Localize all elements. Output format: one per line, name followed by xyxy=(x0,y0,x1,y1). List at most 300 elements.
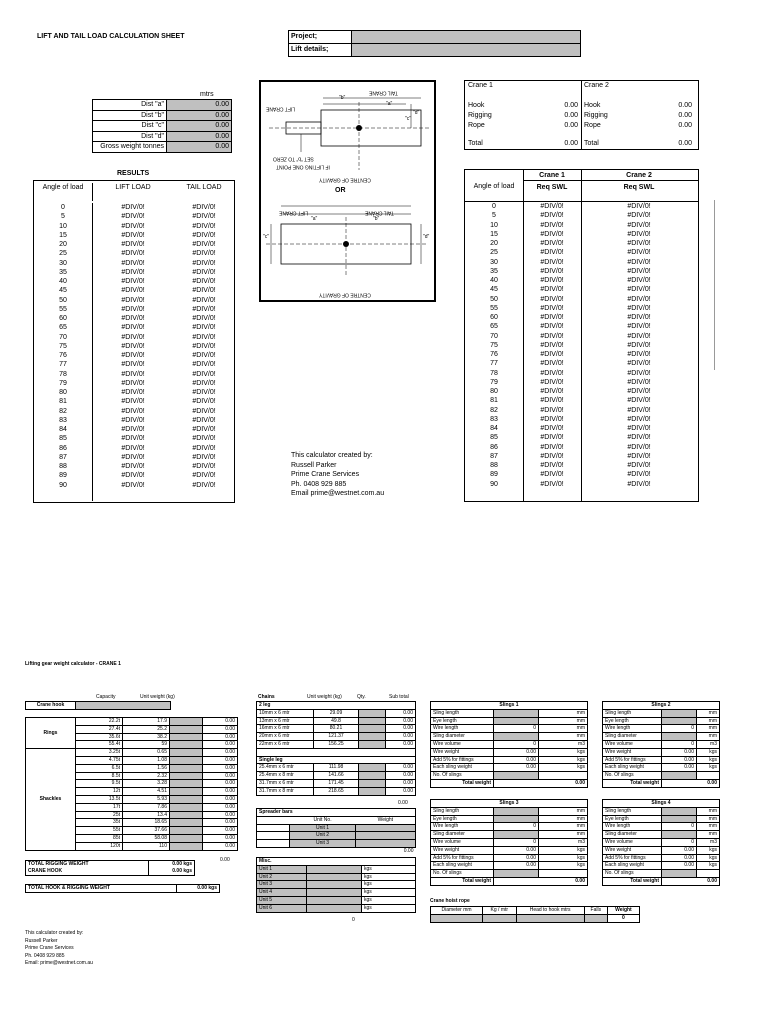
chain-subtotal: 0.00 xyxy=(386,717,416,725)
swl-crane2-value: #DIV/0! xyxy=(627,277,651,284)
shackle-subtotal: 0.00 xyxy=(203,795,238,803)
misc-unit: Unit 5 xyxy=(257,896,307,904)
result-lift-load: #DIV/0! xyxy=(121,389,145,396)
spreader-table xyxy=(256,808,416,855)
result-tail-load: #DIV/0! xyxy=(192,463,216,470)
result-lift-load: #DIV/0! xyxy=(121,416,145,424)
sling-unit: mm xyxy=(539,823,588,831)
spreader-unit: Unit 2 xyxy=(290,832,356,840)
project-box xyxy=(288,30,581,57)
sling-input[interactable] xyxy=(662,831,697,839)
summary-c2: 0.00 xyxy=(678,140,692,147)
sling-field-label: Wire length xyxy=(431,725,494,733)
slings-title: Slings 2 xyxy=(603,702,720,710)
credits-line4: Ph. 0408 929 885 xyxy=(291,480,347,488)
sling-field-label: Sling diameter xyxy=(431,733,494,741)
sling-total: 0.00 xyxy=(662,779,720,787)
chain-size: 10mm x 6 mtr xyxy=(257,709,314,717)
scroll-divider xyxy=(714,200,715,370)
sling-total-label: Total weight xyxy=(603,779,662,787)
chain-qty-input[interactable] xyxy=(359,764,386,772)
sling-value: 0.00 xyxy=(494,748,539,756)
chain-qty-input[interactable] xyxy=(359,709,386,717)
sling-unit xyxy=(539,772,588,780)
result-lift-load: #DIV/0! xyxy=(121,268,145,276)
shackle-qty-input[interactable] xyxy=(170,756,203,764)
misc-kgs: kgs xyxy=(362,904,416,912)
hoist-diameter-input[interactable] xyxy=(431,914,483,922)
summary-crane2: Crane 2 xyxy=(584,82,609,89)
sling-unit xyxy=(697,772,720,780)
swl-angle: 78 xyxy=(490,369,498,377)
swl-angle: 84 xyxy=(490,425,498,432)
swl-crane2-value: #DIV/0! xyxy=(627,230,651,238)
unit-label: mtrs xyxy=(200,91,214,98)
rings-shackles-table xyxy=(25,717,238,851)
swl-crane2-value: #DIV/0! xyxy=(627,471,651,479)
sling-value: 0 xyxy=(494,823,539,831)
swl-sub1: Req SWL xyxy=(536,184,568,191)
sling-field-label: Wire length xyxy=(603,823,662,831)
shackle-subtotal: 0.00 xyxy=(203,780,238,788)
crane-hook-input[interactable] xyxy=(76,702,171,710)
swl-crane2-value: #DIV/0! xyxy=(627,406,651,414)
summary-label-2: Total xyxy=(584,140,599,147)
sling-field-label: No. Of slings xyxy=(603,870,662,878)
swl-crane2-value: #DIV/0! xyxy=(627,203,651,210)
chain-qty-input[interactable] xyxy=(359,787,386,795)
shackle-subtotal: 0.00 xyxy=(203,764,238,772)
misc-unit: Unit 3 xyxy=(257,881,307,889)
result-lift-load: #DIV/0! xyxy=(121,453,145,461)
result-angle: 86 xyxy=(59,444,67,452)
sling-field-label: Add 5% for fittings xyxy=(431,854,494,862)
result-angle: 25 xyxy=(59,250,67,258)
swl-crane1: Crane 1 xyxy=(539,172,565,179)
sling-field-label: Wire weight xyxy=(431,846,494,854)
swl-crane2-value: #DIV/0! xyxy=(627,221,651,229)
chain-unit-weight: 80.21 xyxy=(314,725,359,733)
shackle-qty-input[interactable] xyxy=(170,803,203,811)
result-angle: 81 xyxy=(59,398,67,406)
swl-crane2-value: #DIV/0! xyxy=(627,258,651,266)
diag-one-point: IF LIFTING ONE POINT xyxy=(276,163,330,170)
credits-small-4: Ph. 0408 929 885 xyxy=(25,952,65,959)
result-angle: 79 xyxy=(59,379,67,387)
ring-unit-weight: 38.2 xyxy=(123,733,170,741)
misc-weight-input[interactable] xyxy=(307,881,362,889)
swl-crane1-value: #DIV/0! xyxy=(540,471,564,479)
ring-qty-input[interactable] xyxy=(170,733,203,741)
summary-c2: 0.00 xyxy=(678,112,692,119)
credits-email[interactable]: Email prime@westnet.com.au xyxy=(291,490,385,497)
misc-weight-input[interactable] xyxy=(307,865,362,873)
result-tail-load: #DIV/0! xyxy=(192,213,216,221)
chain-size: 22mm x 6 mtr xyxy=(257,740,314,748)
shackle-capacity: 6.5t xyxy=(76,764,123,772)
swl-crane1-value: #DIV/0! xyxy=(540,277,564,284)
gear-col-capacity: Capacity xyxy=(96,694,116,700)
diag-cog-2: CENTRE OF GRAVITY xyxy=(319,291,371,298)
swl-crane2-value: #DIV/0! xyxy=(627,323,651,331)
misc-weight-input[interactable] xyxy=(307,904,362,912)
result-angle: 15 xyxy=(59,231,67,239)
result-lift-load: #DIV/0! xyxy=(121,333,145,341)
sling-input[interactable] xyxy=(662,733,697,741)
result-angle: 35 xyxy=(59,268,67,276)
swl-crane1-value: #DIV/0! xyxy=(540,378,564,386)
sling-field-label: Wire length xyxy=(603,725,662,733)
sling-unit: mm xyxy=(697,717,720,725)
shackle-subtotal: 0.00 xyxy=(203,834,238,842)
sling-unit: kgs xyxy=(697,846,720,854)
sling-input[interactable] xyxy=(662,717,697,725)
result-angle: 30 xyxy=(59,259,67,267)
slings-4-table xyxy=(602,799,720,886)
chain-qty-input[interactable] xyxy=(359,740,386,748)
result-angle: 55 xyxy=(59,305,67,313)
shackle-unit-weight: 13.4 xyxy=(123,811,170,819)
sling-unit: m3 xyxy=(697,838,720,846)
result-angle: 80 xyxy=(59,389,67,396)
result-tail-load: #DIV/0! xyxy=(192,333,216,341)
swl-crane2-value: #DIV/0! xyxy=(627,480,651,488)
spreader-weight-input[interactable] xyxy=(356,840,416,848)
sling-field-label: Sling diameter xyxy=(603,733,662,741)
chain-unit-weight: 218.65 xyxy=(314,787,359,795)
misc-weight-input[interactable] xyxy=(307,873,362,881)
input-label: Dist "a" xyxy=(93,100,167,111)
shackle-unit-weight: 2.32 xyxy=(123,772,170,780)
swl-crane2-value: #DIV/0! xyxy=(627,388,651,395)
diag-c-2: "c" xyxy=(263,234,270,240)
result-tail-load: #DIV/0! xyxy=(192,444,216,452)
shackle-qty-input[interactable] xyxy=(170,749,203,757)
shackle-qty-input[interactable] xyxy=(170,780,203,788)
sling-input[interactable] xyxy=(494,815,539,823)
spreader-col-unit: Unit No. xyxy=(290,816,356,824)
sling-field-label: Wire weight xyxy=(603,846,662,854)
sling-unit: kgs xyxy=(697,764,720,772)
input-value[interactable]: 0.00 xyxy=(167,110,232,121)
result-tail-load: #DIV/0! xyxy=(192,222,216,230)
swl-angle: 60 xyxy=(490,314,498,321)
ring-subtotal: 0.00 xyxy=(203,733,238,741)
swl-crane1-value: #DIV/0! xyxy=(540,397,564,405)
credits-small-email[interactable]: Email: prime@westnet.com.au xyxy=(25,960,93,967)
input-label: Gross weight tonnes xyxy=(93,142,167,153)
sling-input[interactable] xyxy=(662,815,697,823)
result-tail-load: #DIV/0! xyxy=(192,481,216,489)
spreader-title: Spreader bars xyxy=(257,809,416,817)
shackle-unit-weight: 1.56 xyxy=(123,764,170,772)
swl-crane1-value: #DIV/0! xyxy=(540,304,564,312)
swl-angle: 0 xyxy=(492,203,496,210)
misc-title: Misc. xyxy=(257,858,416,866)
total-rigging-label: TOTAL RIGGING WEIGHT xyxy=(26,861,149,868)
chains-table xyxy=(256,701,416,796)
result-tail-load: #DIV/0! xyxy=(192,250,216,258)
sling-unit: kgs xyxy=(539,748,588,756)
hoist-kg-input[interactable] xyxy=(483,914,516,922)
result-tail-load: #DIV/0! xyxy=(192,278,216,285)
shackle-total: 0.00 xyxy=(220,857,230,863)
diagram-svg xyxy=(261,82,434,300)
diag-lift-crane-2: LIFT CRANE xyxy=(279,209,309,216)
swl-angle: 82 xyxy=(490,406,498,414)
result-tail-load: #DIV/0! xyxy=(192,315,216,322)
sling-input[interactable] xyxy=(494,733,539,741)
swl-angle-label: Angle of load xyxy=(473,183,515,190)
result-angle: 84 xyxy=(59,426,67,433)
result-angle: 88 xyxy=(59,463,67,470)
swl-crane1-value: #DIV/0! xyxy=(540,434,564,442)
shackle-qty-input[interactable] xyxy=(170,795,203,803)
result-lift-load: #DIV/0! xyxy=(121,481,145,489)
sling-unit: kgs xyxy=(697,748,720,756)
chains-col-sub: Sub total xyxy=(389,694,409,700)
summary-c2: 0.00 xyxy=(678,122,692,129)
chain-qty-input[interactable] xyxy=(359,779,386,787)
summary-c1: 0.00 xyxy=(564,112,578,119)
hoist-title: Crane hoist rope xyxy=(430,898,470,904)
credits-line3: Prime Crane Services xyxy=(291,471,360,478)
hoist-head-input[interactable] xyxy=(516,914,584,922)
result-tail-load: #DIV/0! xyxy=(192,416,216,424)
chain-qty-input[interactable] xyxy=(359,772,386,780)
swl-crane2-value: #DIV/0! xyxy=(627,434,651,442)
ring-unit-weight: 17.9 xyxy=(123,718,170,726)
ring-unit-weight: 59 xyxy=(123,741,170,749)
swl-angle: 86 xyxy=(490,443,498,451)
sling-unit: kgs xyxy=(539,764,588,772)
sling-field-label: Add 5% for fittings xyxy=(603,756,662,764)
result-lift-load: #DIV/0! xyxy=(121,315,145,322)
swl-crane1-value: #DIV/0! xyxy=(540,341,564,349)
result-angle: 10 xyxy=(59,222,67,230)
result-lift-load: #DIV/0! xyxy=(121,444,145,452)
result-tail-load: #DIV/0! xyxy=(192,426,216,433)
hoist-col: Kg / mtr xyxy=(483,907,516,915)
sling-input[interactable] xyxy=(494,831,539,839)
chain-size: 25.4mm x 8 mtr xyxy=(257,772,314,780)
result-angle: 83 xyxy=(59,416,67,424)
diag-b: "b" xyxy=(339,95,346,101)
result-lift-load: #DIV/0! xyxy=(121,361,145,369)
swl-crane2-value: #DIV/0! xyxy=(627,332,651,340)
result-lift-load: #DIV/0! xyxy=(121,398,145,406)
sling-value: 0.00 xyxy=(662,862,697,870)
sling-unit: mm xyxy=(697,709,720,717)
result-lift-load: #DIV/0! xyxy=(121,204,145,211)
misc-kgs: kgs xyxy=(362,896,416,904)
shackle-unit-weight: 7.86 xyxy=(123,803,170,811)
shackle-subtotal: 0.00 xyxy=(203,749,238,757)
chain-qty-input[interactable] xyxy=(359,733,386,741)
sling-field-label: Wire volume xyxy=(431,740,494,748)
sling-input[interactable] xyxy=(494,717,539,725)
misc-kgs: kgs xyxy=(362,865,416,873)
input-value[interactable]: 0.00 xyxy=(167,131,232,142)
sling-unit: mm xyxy=(697,733,720,741)
sling-input[interactable] xyxy=(662,870,697,878)
shackle-qty-input[interactable] xyxy=(170,788,203,796)
shackle-qty-input[interactable] xyxy=(170,772,203,780)
sling-input[interactable] xyxy=(494,709,539,717)
chain-subtotal: 0.00 xyxy=(386,709,416,717)
diag-c: "c" xyxy=(405,116,412,122)
swl-crane2-value: #DIV/0! xyxy=(627,415,651,423)
misc-weight-input[interactable] xyxy=(307,896,362,904)
swl-angle: 10 xyxy=(490,221,498,229)
chain-subtotal: 0.00 xyxy=(386,733,416,741)
sling-field-label: Each sling weight xyxy=(603,764,662,772)
shackle-qty-input[interactable] xyxy=(170,834,203,842)
misc-weight-input[interactable] xyxy=(307,889,362,897)
result-angle: 65 xyxy=(59,324,67,332)
sling-value: 0.00 xyxy=(494,862,539,870)
hoist-falls-input[interactable] xyxy=(584,914,607,922)
col-lift: LIFT LOAD xyxy=(115,184,151,191)
shackle-qty-input[interactable] xyxy=(170,819,203,827)
shackle-subtotal: 0.00 xyxy=(203,788,238,796)
chains-total: 0.00 xyxy=(398,800,408,806)
spreader-weight-input[interactable] xyxy=(356,832,416,840)
sling-unit: mm xyxy=(539,717,588,725)
diag-tail-crane-2: TAIL CRANE xyxy=(365,209,394,216)
spreader-col-weight: Weight xyxy=(356,816,416,824)
diag-d-2: "d" xyxy=(423,234,430,240)
shackles-group-label: Shackles xyxy=(26,749,76,850)
chain-size: 13mm x 6 mtr xyxy=(257,717,314,725)
swl-crane1-value: #DIV/0! xyxy=(540,249,564,257)
sling-input[interactable] xyxy=(494,772,539,780)
sling-unit: mm xyxy=(539,709,588,717)
chain-group-title: 2 leg xyxy=(257,702,416,710)
sling-unit: mm xyxy=(697,807,720,815)
swl-angle: 89 xyxy=(490,471,498,479)
shackle-qty-input[interactable] xyxy=(170,827,203,835)
swl-angle: 45 xyxy=(490,286,498,294)
sling-value: 0.00 xyxy=(494,854,539,862)
ring-unit-weight: 25.2 xyxy=(123,725,170,733)
swl-crane1-value: #DIV/0! xyxy=(540,443,564,451)
misc-total: 0 xyxy=(352,917,355,923)
shackle-qty-input[interactable] xyxy=(170,764,203,772)
summary-label: Rope xyxy=(468,122,485,129)
swl-crane2-value: #DIV/0! xyxy=(627,341,651,349)
ring-qty-input[interactable] xyxy=(170,741,203,749)
sling-field-label: Eye length xyxy=(603,815,662,823)
swl-crane2-value: #DIV/0! xyxy=(627,397,651,405)
hoist-col: Head to hook mtrs xyxy=(516,907,584,915)
diag-lift-crane: LIFT CRANE xyxy=(266,105,296,112)
input-value[interactable]: 0.00 xyxy=(167,121,232,132)
chain-size: 31.7mm x 8 mtr xyxy=(257,787,314,795)
result-lift-load: #DIV/0! xyxy=(121,305,145,313)
chain-size: 16mm x 6 mtr xyxy=(257,725,314,733)
misc-unit: Unit 6 xyxy=(257,904,307,912)
diag-set-b: SET "b" TO ZERO xyxy=(273,155,314,162)
sling-value: 0.00 xyxy=(662,854,697,862)
sling-unit: mm xyxy=(697,823,720,831)
hoist-col: Diameter mm xyxy=(431,907,483,915)
swl-crane1-value: #DIV/0! xyxy=(540,221,564,229)
result-angle: 75 xyxy=(59,342,67,350)
sling-field-label: Wire weight xyxy=(431,748,494,756)
shackle-capacity: 85t xyxy=(76,834,123,842)
totals-table: TOTAL RIGGING WEIGHT 0.00 kgs CRANE HOOK 0.00 kgs xyxy=(25,860,195,876)
swl-angle: 77 xyxy=(490,360,498,368)
diag-cog: CENTRE OF GRAVITY xyxy=(319,176,371,183)
result-angle: 45 xyxy=(59,287,67,295)
sling-value: 0.00 xyxy=(662,748,697,756)
swl-crane1-value: #DIV/0! xyxy=(540,212,564,220)
sling-value: 0 xyxy=(662,823,697,831)
lift-details-label: Lift details; xyxy=(289,44,352,57)
col-tail: TAIL LOAD xyxy=(186,184,222,191)
sling-field-label: Eye length xyxy=(431,717,494,725)
swl-crane1-value: #DIV/0! xyxy=(540,258,564,266)
summary-label: Rigging xyxy=(468,112,492,119)
swl-angle: 30 xyxy=(490,258,498,266)
input-value[interactable]: 0.00 xyxy=(167,142,232,153)
shackle-unit-weight: 58.08 xyxy=(123,834,170,842)
project-field[interactable] xyxy=(352,31,581,44)
sling-value: 0.00 xyxy=(662,756,697,764)
swl-crane2-value: #DIV/0! xyxy=(627,240,651,247)
shackle-capacity: 55t xyxy=(76,827,123,835)
sling-input[interactable] xyxy=(494,870,539,878)
shackle-capacity: 12t xyxy=(76,788,123,796)
slings-2-table xyxy=(602,701,720,788)
misc-unit: Unit 2 xyxy=(257,873,307,881)
result-angle: 20 xyxy=(59,241,67,248)
swl-angle: 15 xyxy=(490,230,498,238)
swl-angle: 20 xyxy=(490,240,498,247)
sling-field-label: No. Of slings xyxy=(431,772,494,780)
swl-angle: 85 xyxy=(490,434,498,442)
result-angle: 90 xyxy=(59,481,67,489)
diag-d: "d" xyxy=(413,110,420,116)
sling-input[interactable] xyxy=(662,807,697,815)
ring-qty-input[interactable] xyxy=(170,725,203,733)
shackle-subtotal: 0.00 xyxy=(203,803,238,811)
sling-unit xyxy=(539,870,588,878)
diag-tail-crane: TAIL CRANE xyxy=(369,89,398,96)
input-value[interactable]: 0.00 xyxy=(167,100,232,111)
ring-qty-input[interactable] xyxy=(170,718,203,726)
swl-angle: 79 xyxy=(490,378,498,386)
shackle-qty-input[interactable] xyxy=(170,811,203,819)
chain-qty-input[interactable] xyxy=(359,717,386,725)
shackle-unit-weight: 110 xyxy=(123,842,170,850)
result-tail-load: #DIV/0! xyxy=(192,389,216,396)
shackle-unit-weight: 5.93 xyxy=(123,795,170,803)
sling-input[interactable] xyxy=(662,709,697,717)
lift-details-field[interactable] xyxy=(352,44,581,57)
swl-angle: 83 xyxy=(490,415,498,423)
swl-crane1-value: #DIV/0! xyxy=(540,351,564,358)
spreader-total: 0.00 xyxy=(403,847,414,854)
shackle-qty-input[interactable] xyxy=(170,842,203,850)
swl-angle: 5 xyxy=(492,212,496,220)
sling-input[interactable] xyxy=(662,772,697,780)
sling-unit: kgs xyxy=(539,846,588,854)
chain-qty-input[interactable] xyxy=(359,725,386,733)
sling-input[interactable] xyxy=(494,807,539,815)
spreader-weight-input[interactable] xyxy=(356,824,416,832)
